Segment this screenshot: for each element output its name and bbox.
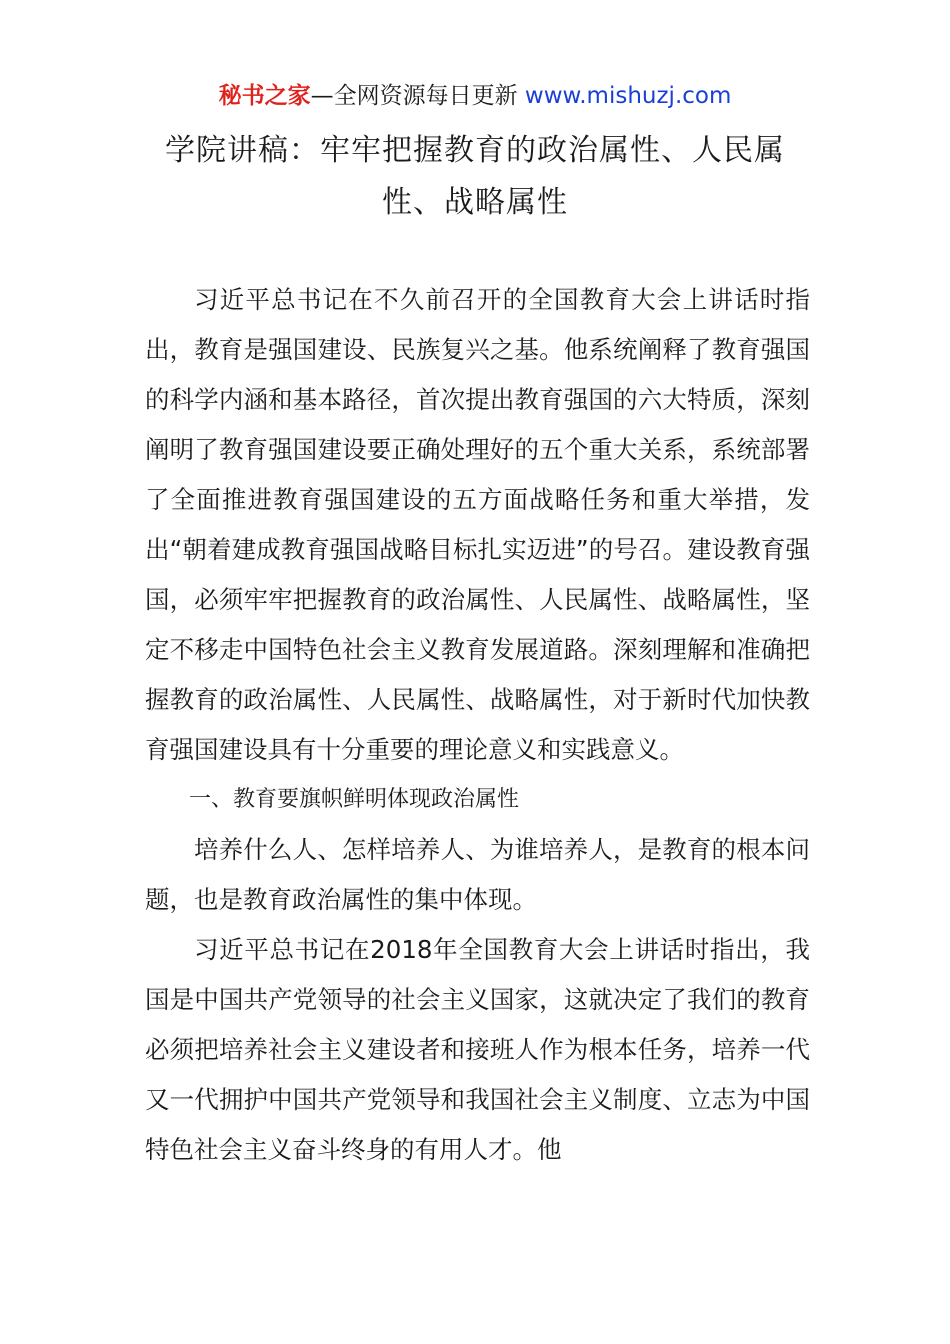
section-heading: 一、教育要旗帜鲜明体现政治属性 (189, 787, 520, 812)
site-header (0, 80, 950, 112)
body-paragraph: 习近平总书记在不久前召开的全国教育大会上讲话时指出，教育是强国建设、民族复兴之基。他系统阐释了教育强国的科学内涵和基本路径，首次提出教育强国的六大特质，深刻阐明了教育强国建设要正确处理好的五个重大关系，系统部署了全面推进教育强国建设的五方面战略任务和重大举措，发出“朝着建成教育强国战略目标扎实迈进”的号召。建设教育强国，必须牢牢把握教育的政治属性、人民属性、战略属性，坚定不移走中国特色社会主义教育发展道路。深刻理解和准确把握教育的政治属性、人民属性、战略属性，对于新时代加快教育强国建设具有十分重要的理论意义和实践意义。 (145, 285, 810, 764)
body-paragraph: 培养什么人、怎样培养人、为谁培养人，是教育的根本问题，也是教育政治属性的集中体现。 (145, 835, 810, 914)
site-url-link[interactable]: www.mishuzj.com (524, 83, 732, 109)
document-title: 学院讲稿：牢牢把握教育的政治属性、人民属性、战略属性 (165, 133, 785, 220)
brand-name: 秘书之家 (218, 83, 311, 109)
document-body (145, 275, 810, 1175)
header-tagline: —全网资源每日更新 (310, 83, 518, 109)
body-paragraph: 习近平总书记在2018年全国教育大会上讲话时指出，我国是中国共产党领导的社会主义国家，这就决定了我们的教育必须把培养社会主义建设者和接班人作为根本任务，培养一代又一代拥护中国共产党领导和我国社会主义制度、立志为中国特色社会主义奋斗终身的有用人才。他 (145, 935, 810, 1164)
